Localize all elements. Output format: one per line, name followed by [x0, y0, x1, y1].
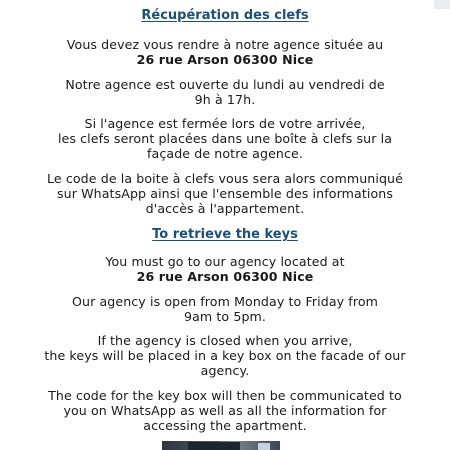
english-hours-line-2: 9am to 5pm.	[183, 309, 267, 325]
french-hours-paragraph	[0, 77, 450, 107]
storefront-logo	[258, 443, 270, 450]
agency-storefront-photo	[162, 441, 280, 450]
english-code-line-3: accessing the apartment.	[143, 418, 307, 434]
french-closed-line-2: les clefs seront placées dans une boîte à clefs sur la	[57, 131, 393, 147]
english-address: 26 rue Arson 06300 Nice	[136, 269, 314, 285]
french-address-paragraph	[0, 37, 450, 67]
english-closed-line-3: agency.	[200, 363, 250, 379]
storefront-sign	[188, 442, 240, 450]
french-code-line-1: Le code de la boite à clefs vous sera alors communiqué	[47, 171, 403, 186]
french-code-paragraph	[0, 171, 450, 217]
french-address: 26 rue Arson 06300 Nice	[136, 52, 314, 68]
french-hours-line-1: Notre agence est ouverte du lundi au vendredi de	[65, 77, 385, 92]
french-hours-line-2: 9h à 17h.	[194, 92, 256, 108]
english-closed-line-1: If the agency is closed when you arrive,	[97, 333, 353, 348]
english-closed-paragraph	[0, 333, 450, 379]
english-closed-line-2: the keys will be placed in a key box on the facade of our	[44, 348, 406, 364]
english-heading: To retrieve the keys	[152, 227, 298, 242]
english-hours-paragraph	[0, 294, 450, 324]
french-closed-paragraph	[0, 116, 450, 162]
english-code-line-1: The code for the key box will then be communicated to	[48, 388, 402, 403]
french-closed-line-1: Si l'agence est fermée lors de votre arrivée,	[84, 116, 366, 131]
french-code-line-3: d'accès à l'appartement.	[145, 201, 305, 217]
french-closed-line-3: façade de notre agence.	[147, 146, 303, 162]
english-hours-line-1: Our agency is open from Monday to Friday from	[71, 294, 379, 309]
english-address-paragraph	[0, 254, 450, 284]
french-code-line-2: sur WhatsApp ainsi que l'ensemble des informations	[56, 186, 394, 202]
english-address-intro: You must go to our agency located at	[105, 254, 345, 269]
french-address-intro: Vous devez vous rendre à notre agence située au	[66, 37, 384, 52]
english-code-line-2: you on WhatsApp as well as all the information for	[63, 403, 387, 419]
english-code-paragraph	[0, 388, 450, 434]
french-heading: Récupération des clefs	[141, 8, 309, 23]
